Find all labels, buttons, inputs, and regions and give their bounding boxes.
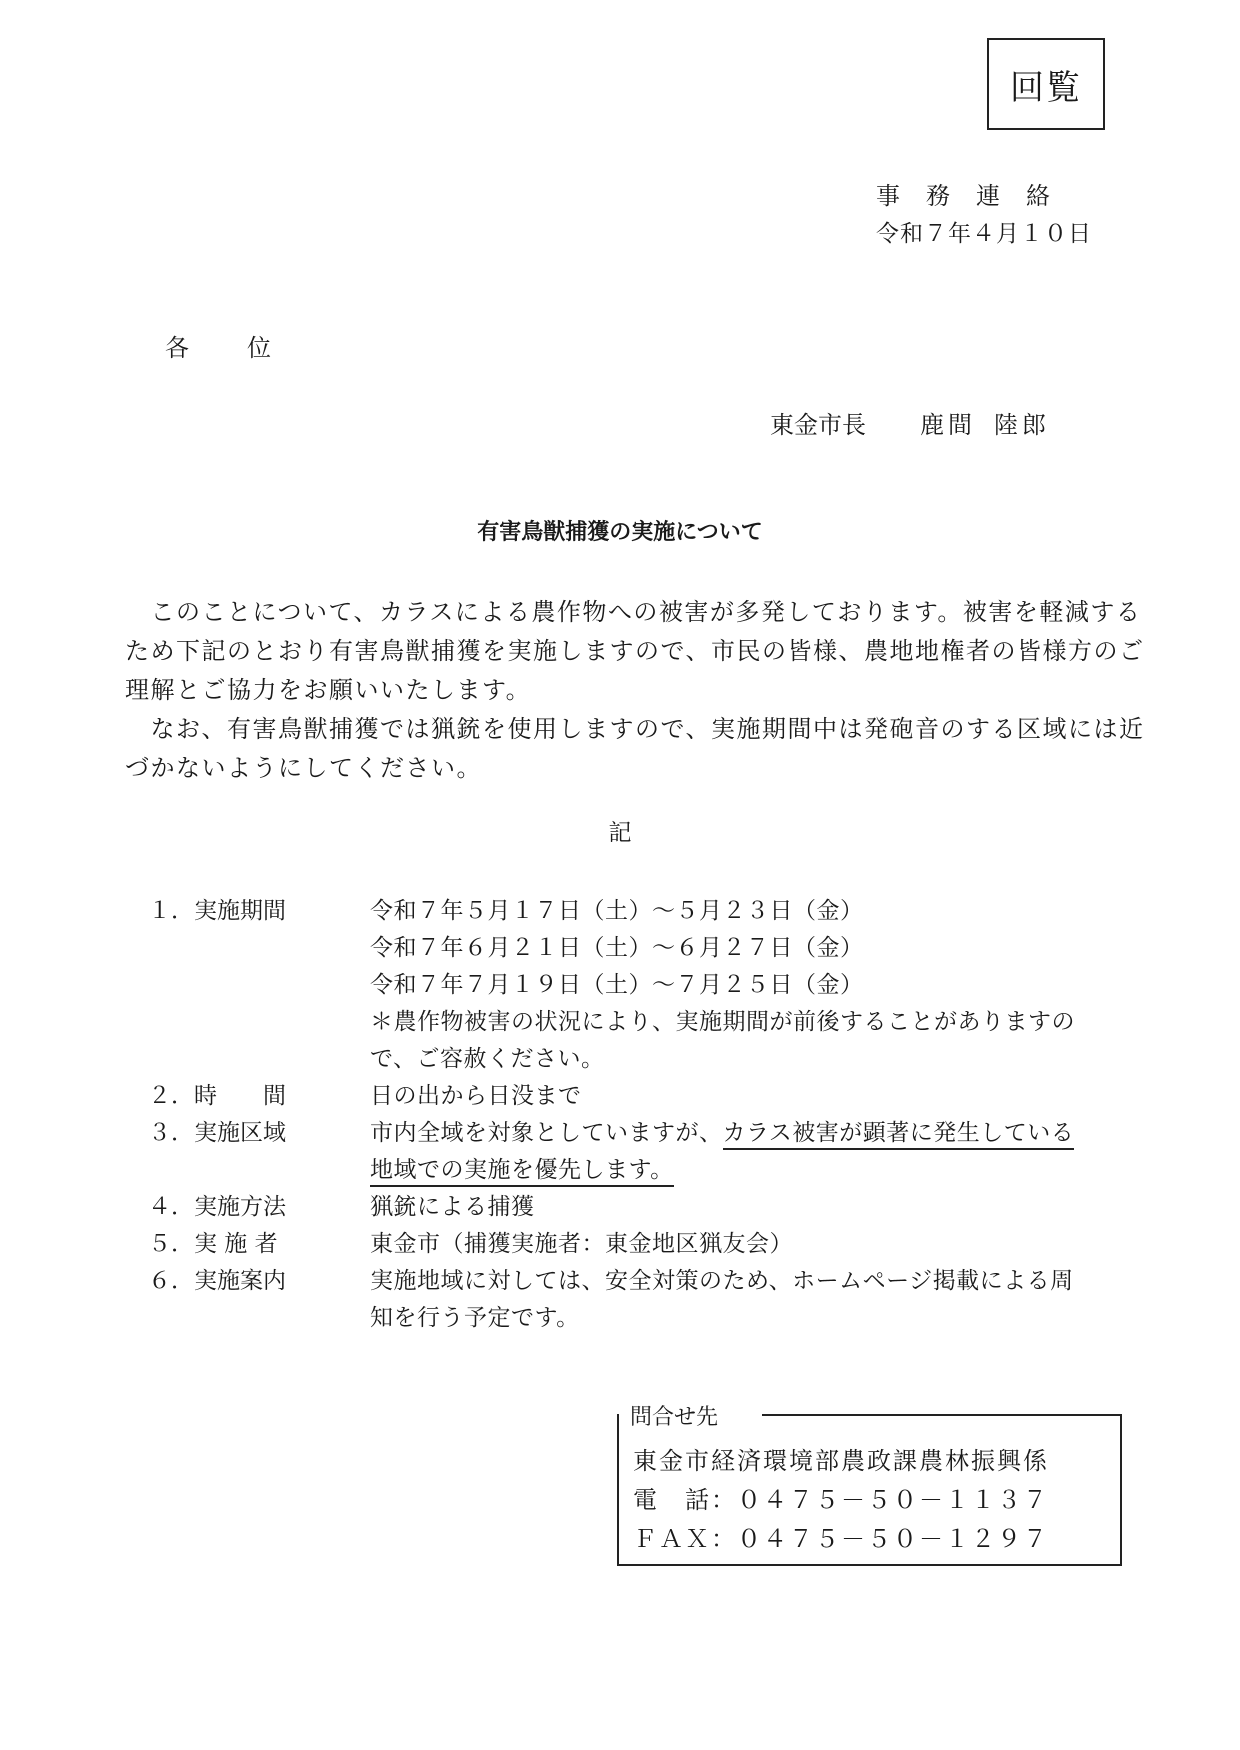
area-value-cont (370, 1151, 674, 1184)
contact-heading: 問合せ先 (630, 1405, 719, 1430)
item-label-method: 実施方法 (194, 1194, 286, 1220)
period-line: 令和７年６月２１日（土）～６月２７日（金） (370, 935, 864, 961)
body-line: ため下記のとおり有害鳥獣捕獲を実施しますので、市民の皆様、農地地権者の皆様方のご (125, 637, 1145, 665)
addressee: 各位 (165, 334, 329, 362)
item-number: ４． (148, 1194, 194, 1220)
contact-box-top-border (762, 1414, 1122, 1416)
implementer-value: 東金市（捕獲実施者：東金地区猟友会） (370, 1231, 793, 1257)
period-note: ＊農作物被害の状況により、実施期間が前後することがありますの (370, 1009, 1075, 1035)
sender-family-name: 鹿間 (920, 411, 976, 439)
item-number: ５． (148, 1231, 194, 1257)
sender-name (920, 405, 1050, 440)
notice-line: 実施地域に対しては、安全対策のため、ホームページ掲載による周 (370, 1268, 1074, 1294)
circulation-stamp (987, 38, 1105, 130)
area-value (370, 1114, 1074, 1147)
period-note: で、ご容赦ください。 (370, 1046, 605, 1072)
item-number: １． (148, 898, 194, 924)
document-date: 令和７年４月１０日 (876, 221, 1092, 247)
item-label-area: 実施区域 (194, 1120, 286, 1146)
sender-title: 東金市長 (770, 411, 866, 439)
document-subject: 有害鳥獣捕獲の実施について (477, 520, 763, 545)
body-line: づかないようにしてください。 (125, 754, 482, 782)
item-number: ６． (148, 1268, 194, 1294)
contact-phone: 電 話：０４７５－５０－１１３７ (633, 1486, 1049, 1514)
document-type: 事務連絡 (876, 182, 1076, 210)
area-value-plain: 市内全域を対象としていますが、 (370, 1120, 723, 1146)
period-line: 令和７年７月１９日（土）～７月２５日（金） (370, 972, 864, 998)
notice-line: 知を行う予定です。 (370, 1305, 580, 1331)
item-label-time: 時 間 (194, 1083, 286, 1109)
area-value-emphasis: 地域での実施を優先します。 (370, 1157, 674, 1187)
period-line: 令和７年５月１７日（土）～５月２３日（金） (370, 898, 864, 924)
ki-heading: 記 (608, 820, 632, 846)
area-value-emphasis: カラス被害が顕著に発生している (723, 1120, 1075, 1150)
body-line: このことについて、カラスによる農作物への被害が多発しております。被害を軽減する (125, 598, 1142, 626)
sender-given-name: 陸郎 (994, 411, 1050, 439)
time-value: 日の出から日没まで (370, 1083, 582, 1109)
item-label-period: 実施期間 (194, 898, 286, 924)
contact-fax: ＦＡＸ：０４７５－５０－１２９７ (633, 1525, 1049, 1553)
item-label-implementer: 実 施 者 (194, 1231, 278, 1257)
body-line: なお、有害鳥獣捕獲では猟銃を使用しますので、実施期間中は発砲音のする区域には近 (125, 715, 1145, 743)
method-value: 猟銃による捕獲 (370, 1194, 535, 1220)
stamp-label: 回覧 (1010, 67, 1082, 108)
item-label-notice: 実施案内 (194, 1268, 286, 1294)
item-number: ２． (148, 1083, 194, 1109)
contact-department: 東金市経済環境部農政課農林振興係 (633, 1447, 1049, 1475)
body-line: 理解とご協力をお願いいたします。 (125, 676, 532, 704)
item-number: ３． (148, 1120, 194, 1146)
